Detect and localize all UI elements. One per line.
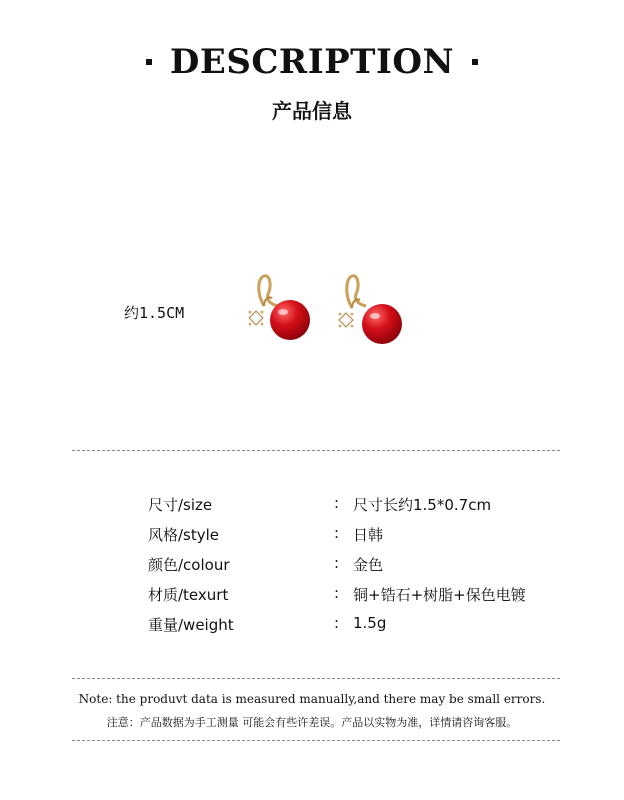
spec-row-material <box>148 584 568 606</box>
page-subtitle: 产品信息 <box>272 99 352 123</box>
spec-colon: : <box>334 524 340 542</box>
title-row <box>0 40 624 84</box>
spec-label: 尺寸/size <box>148 496 213 514</box>
spec-value: 尺寸长约1.5*0.7cm <box>353 496 492 514</box>
note-english: Note: the produvt data is measured manually,and there may be small errors. <box>78 692 546 706</box>
spec-colon: : <box>334 554 340 572</box>
spec-label: 材质/texurt <box>148 586 229 604</box>
spec-row-style <box>148 524 568 546</box>
spec-colon: : <box>334 614 340 632</box>
spec-value: 金色 <box>353 556 384 574</box>
page-title: DESCRIPTION <box>169 42 455 82</box>
title-bullet-right <box>472 59 478 65</box>
spec-colon: : <box>334 584 340 602</box>
spec-label: 颜色/colour <box>148 556 230 574</box>
size-label: 约1.5CM <box>124 304 185 322</box>
earring-right-image <box>332 272 412 354</box>
spec-colon: : <box>334 494 340 512</box>
spec-value: 1.5g <box>353 614 387 632</box>
spec-row-weight <box>148 614 568 636</box>
note-chinese: 注意：产品数据为手工测量 可能会有些许差误。产品以实物为准，详情请咨询客服。 <box>106 716 518 729</box>
spec-value: 日韩 <box>353 526 384 544</box>
spec-row-colour <box>148 554 568 576</box>
divider-notes-top <box>72 678 560 679</box>
divider-notes-bottom <box>72 740 560 741</box>
spec-label: 风格/style <box>148 526 220 544</box>
earring-left-image <box>238 272 318 354</box>
spec-label: 重量/weight <box>148 616 234 634</box>
spec-row-size <box>148 494 568 516</box>
divider-top <box>72 450 560 451</box>
spec-value: 铜+锆石+树脂+保色电镀 <box>353 586 526 604</box>
title-bullet-left <box>146 59 152 65</box>
